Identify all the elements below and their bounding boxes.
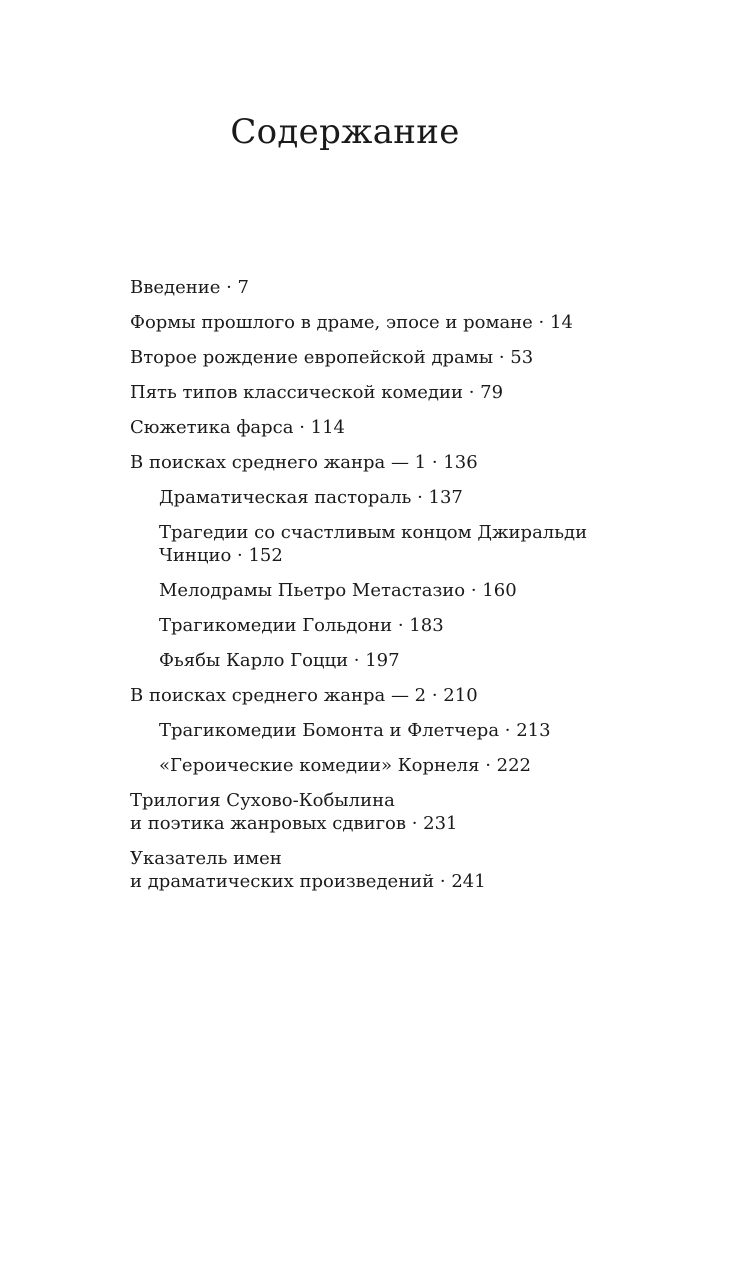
toc-entry-second-birth[interactable]: Второе рождение европейской драмы · 53 [130, 347, 534, 368]
toc-subentry-beaumont-fletcher[interactable]: Трагикомедии Бомонта и Флетчера · 213 [159, 720, 551, 741]
toc-entry-middle-genre-2[interactable]: В поисках среднего жанра — 2 · 210 [130, 685, 478, 706]
toc-subentry-line-1: Трагедии со счастливым концом Джиральди [159, 522, 588, 543]
toc-subentry-corneille[interactable]: «Героические комедии» Корнеля · 222 [159, 755, 531, 776]
toc-entry-sukhovo-kobylin[interactable] [130, 789, 650, 835]
page-title: Содержание [230, 112, 460, 152]
toc-entry-line-1: Указатель имен [130, 848, 282, 869]
toc-entry-line-2: и поэтика жанровых сдвигов · 231 [130, 813, 458, 834]
toc-entry-introduction[interactable]: Введение · 7 [130, 277, 250, 298]
toc-entry-five-types-comedy[interactable]: Пять типов классической комедии · 79 [130, 382, 504, 403]
toc-entry-farce-plots[interactable]: Сюжетика фарса · 114 [130, 417, 345, 438]
toc-subentry-gozzi[interactable]: Фьябы Карло Гоцци · 197 [159, 650, 400, 671]
toc-entry-middle-genre-1[interactable]: В поисках среднего жанра — 1 · 136 [130, 452, 478, 473]
toc-subentry-giraldi-tragedies[interactable] [130, 521, 650, 567]
toc-entry-line-1: Трилогия Сухово-Кобылина [130, 790, 395, 811]
toc-entry-line-2: и драматических произведений · 241 [130, 871, 486, 892]
toc-entry-index[interactable] [130, 847, 650, 893]
toc-subentry-pastoral[interactable]: Драматическая пастораль · 137 [159, 487, 463, 508]
toc-subentry-metastasio[interactable]: Мелодрамы Пьетро Метастазио · 160 [159, 580, 517, 601]
table-of-contents [130, 276, 650, 905]
toc-entry-forms-of-past[interactable]: Формы прошлого в драме, эпосе и романе · 14 [130, 312, 573, 333]
toc-subentry-goldoni[interactable]: Трагикомедии Гольдони · 183 [159, 615, 444, 636]
toc-subentry-line-2: Чинцио · 152 [159, 545, 283, 566]
